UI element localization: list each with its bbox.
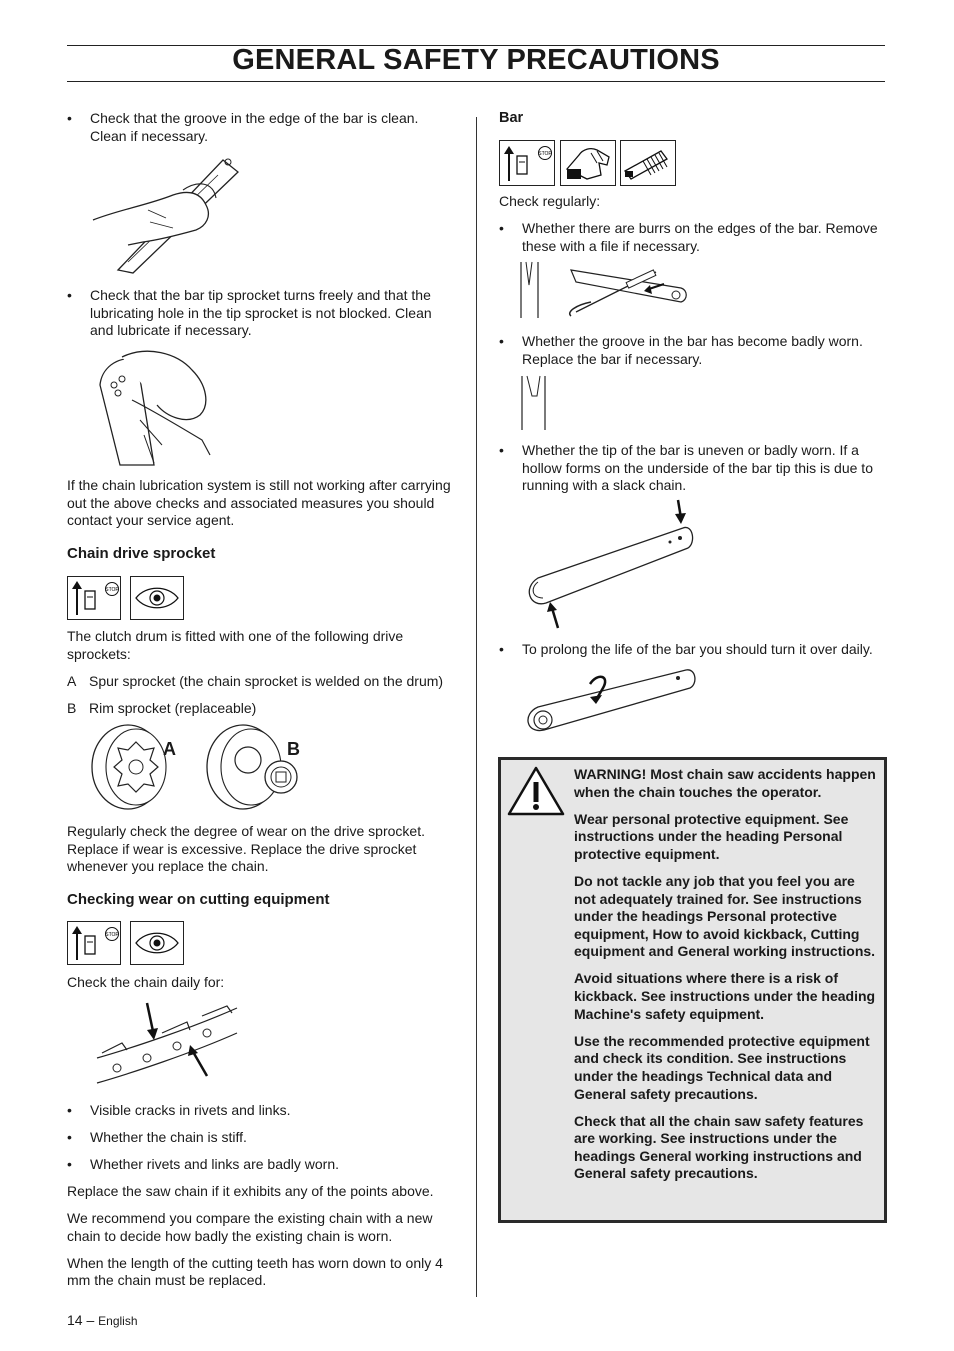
stop-engine-icon xyxy=(67,921,121,965)
bullet-glyph: • xyxy=(499,220,504,236)
option-a xyxy=(67,673,467,691)
warning-paragraph: Use the recommended protective equipment and check its condition. See instructions under the headings Technical data and General safety precautions. xyxy=(574,1032,870,1102)
bullet-burrs-text: Whether there are burrs on the edges of the bar. Remove these with a file if necessary. xyxy=(522,220,878,254)
sprocket-label-b: B xyxy=(287,739,300,759)
check-regularly: Check regularly: xyxy=(499,193,601,209)
bullet-glyph: • xyxy=(67,1129,72,1145)
sprocket-label-a: A xyxy=(163,739,176,759)
file-brush-icon xyxy=(620,140,676,186)
sprocket-illustrations xyxy=(88,722,308,812)
worn-groove-illustration xyxy=(518,374,550,432)
warning-box xyxy=(498,757,887,1223)
inspect-eye-icon xyxy=(130,921,184,965)
bullet-turn-bar xyxy=(499,641,887,659)
column-divider xyxy=(476,117,477,1297)
bullet-tip xyxy=(499,442,887,495)
option-a-text: Spur sprocket (the chain sprocket is welded on the drum) xyxy=(89,673,444,689)
arrow-up-switch-icon xyxy=(68,577,120,619)
warning-text xyxy=(574,766,880,1192)
stop-label: STOP xyxy=(538,151,552,157)
list-item-text: Whether rivets and links are badly worn. xyxy=(90,1156,339,1172)
length-note: When the length of the cutting teeth has worn down to only 4 mm the chain must be replaced. xyxy=(67,1254,443,1288)
bullet-glyph: • xyxy=(499,641,504,657)
sprocket-wear-note xyxy=(67,823,455,876)
bullet-glyph: • xyxy=(499,442,504,458)
bullet-glyph: • xyxy=(67,1156,72,1172)
bullet-burrs xyxy=(499,220,887,255)
option-b xyxy=(67,700,455,718)
bullet-groove xyxy=(67,110,455,145)
bullet-glyph: • xyxy=(67,287,72,303)
lubrication-note xyxy=(67,477,455,530)
clutch-intro xyxy=(67,628,455,663)
stop-engine-icon xyxy=(499,140,555,186)
warning-triangle-icon xyxy=(506,765,566,817)
stop-label: STOP xyxy=(105,587,119,593)
list-item xyxy=(67,1129,455,1147)
protective-glove-icon xyxy=(560,140,616,186)
header-rule-bottom xyxy=(67,81,885,82)
cutting-equipment-heading: Checking wear on cutting equipment xyxy=(67,891,330,908)
stop-engine-icon xyxy=(67,576,121,620)
warning-paragraph: Wear personal protective equipment. See instructions under the heading Personal protective equipment. xyxy=(574,810,849,862)
inspect-eye-icon xyxy=(130,576,184,620)
list-item xyxy=(67,1102,455,1120)
stop-label: STOP xyxy=(105,932,119,938)
bar-heading: Bar xyxy=(499,110,524,126)
bullet-sprocket-text: Check that the bar tip sprocket turns freely and that the lubricating hole in the tip sprocket is not blocked. Clean and lubricate if necessary. xyxy=(90,287,432,338)
chain-check-list xyxy=(67,1102,455,1290)
warning-paragraph: Check that all the chain saw safety features are working. See instructions under the headings General working instructions and General safety precautions. xyxy=(574,1112,864,1182)
replace-note: Replace the saw chain if it exhibits any of the points above. xyxy=(67,1183,434,1199)
bullet-glyph: • xyxy=(67,110,72,126)
turn-bar-illustration xyxy=(518,662,700,737)
tip-sprocket-illustration xyxy=(92,345,217,470)
clutch-intro-text: The clutch drum is fitted with one of the following drive sprockets: xyxy=(67,628,404,662)
list-item-text: Whether the chain is stiff. xyxy=(90,1129,247,1145)
bullet-glyph: • xyxy=(499,333,504,349)
option-b-letter: B xyxy=(67,700,77,716)
saw-chain-illustration xyxy=(92,998,242,1090)
option-a-letter: A xyxy=(67,673,77,689)
drive-sprocket-heading: Chain drive sprocket xyxy=(67,545,216,562)
page-number: 14 – xyxy=(67,1312,95,1328)
warning-paragraph: Do not tackle any job that you feel you are not adequately trained for. See instructions under the headings Personal protective equipment, How to avoid kickback, Cutting equipment and General working instructions. xyxy=(574,872,876,960)
warning-paragraph: WARNING! Most chain saw accidents happen when the chain touches the operator. xyxy=(574,766,876,800)
bar-file-illustration xyxy=(516,260,691,320)
list-item-text: Visible cracks in rivets and links. xyxy=(90,1102,291,1118)
lubrication-note-text: If the chain lubrication system is still not working after carrying out the above checks and associated measures you should contact your service agent. xyxy=(67,477,451,528)
list-item xyxy=(67,1156,455,1174)
sprocket-wear-note-text: Regularly check the degree of wear on the drive sprocket. Replace if wear is excessive. Replace the drive sprocket whenever you replace the chain. xyxy=(67,823,425,874)
compare-note: We recommend you compare the existing chain with a new chain to decide how badly the existing chain is worn. xyxy=(67,1210,433,1244)
bullet-sprocket xyxy=(67,287,455,340)
chain-daily-intro: Check the chain daily for: xyxy=(67,974,225,990)
page-footer xyxy=(67,1312,138,1328)
bullet-groove-worn-text: Whether the groove in the bar has become badly worn. Replace the bar if necessary. xyxy=(522,333,863,367)
footer-language: English xyxy=(98,1314,138,1328)
bullet-tip-text: Whether the tip of the bar is uneven or badly worn. If a hollow forms on the underside of the bar tip this is due to running with a slack chain. xyxy=(522,442,873,493)
worn-bar-tip-illustration xyxy=(518,498,698,633)
option-b-text: Rim sprocket (replaceable) xyxy=(89,700,257,716)
bullet-turn-text: To prolong the life of the bar you should turn it over daily. xyxy=(522,641,873,657)
bullet-groove-text: Check that the groove in the edge of the bar is clean. Clean if necessary. xyxy=(90,110,419,144)
bullet-glyph: • xyxy=(67,1102,72,1118)
warning-paragraph: Avoid situations where there is a risk of kickback. See instructions under the heading Machine's safety equipment. xyxy=(574,970,876,1022)
bar-groove-cleaning-illustration xyxy=(88,150,248,275)
page-title: GENERAL SAFETY PRECAUTIONS xyxy=(232,44,720,76)
bullet-groove-worn xyxy=(499,333,887,368)
